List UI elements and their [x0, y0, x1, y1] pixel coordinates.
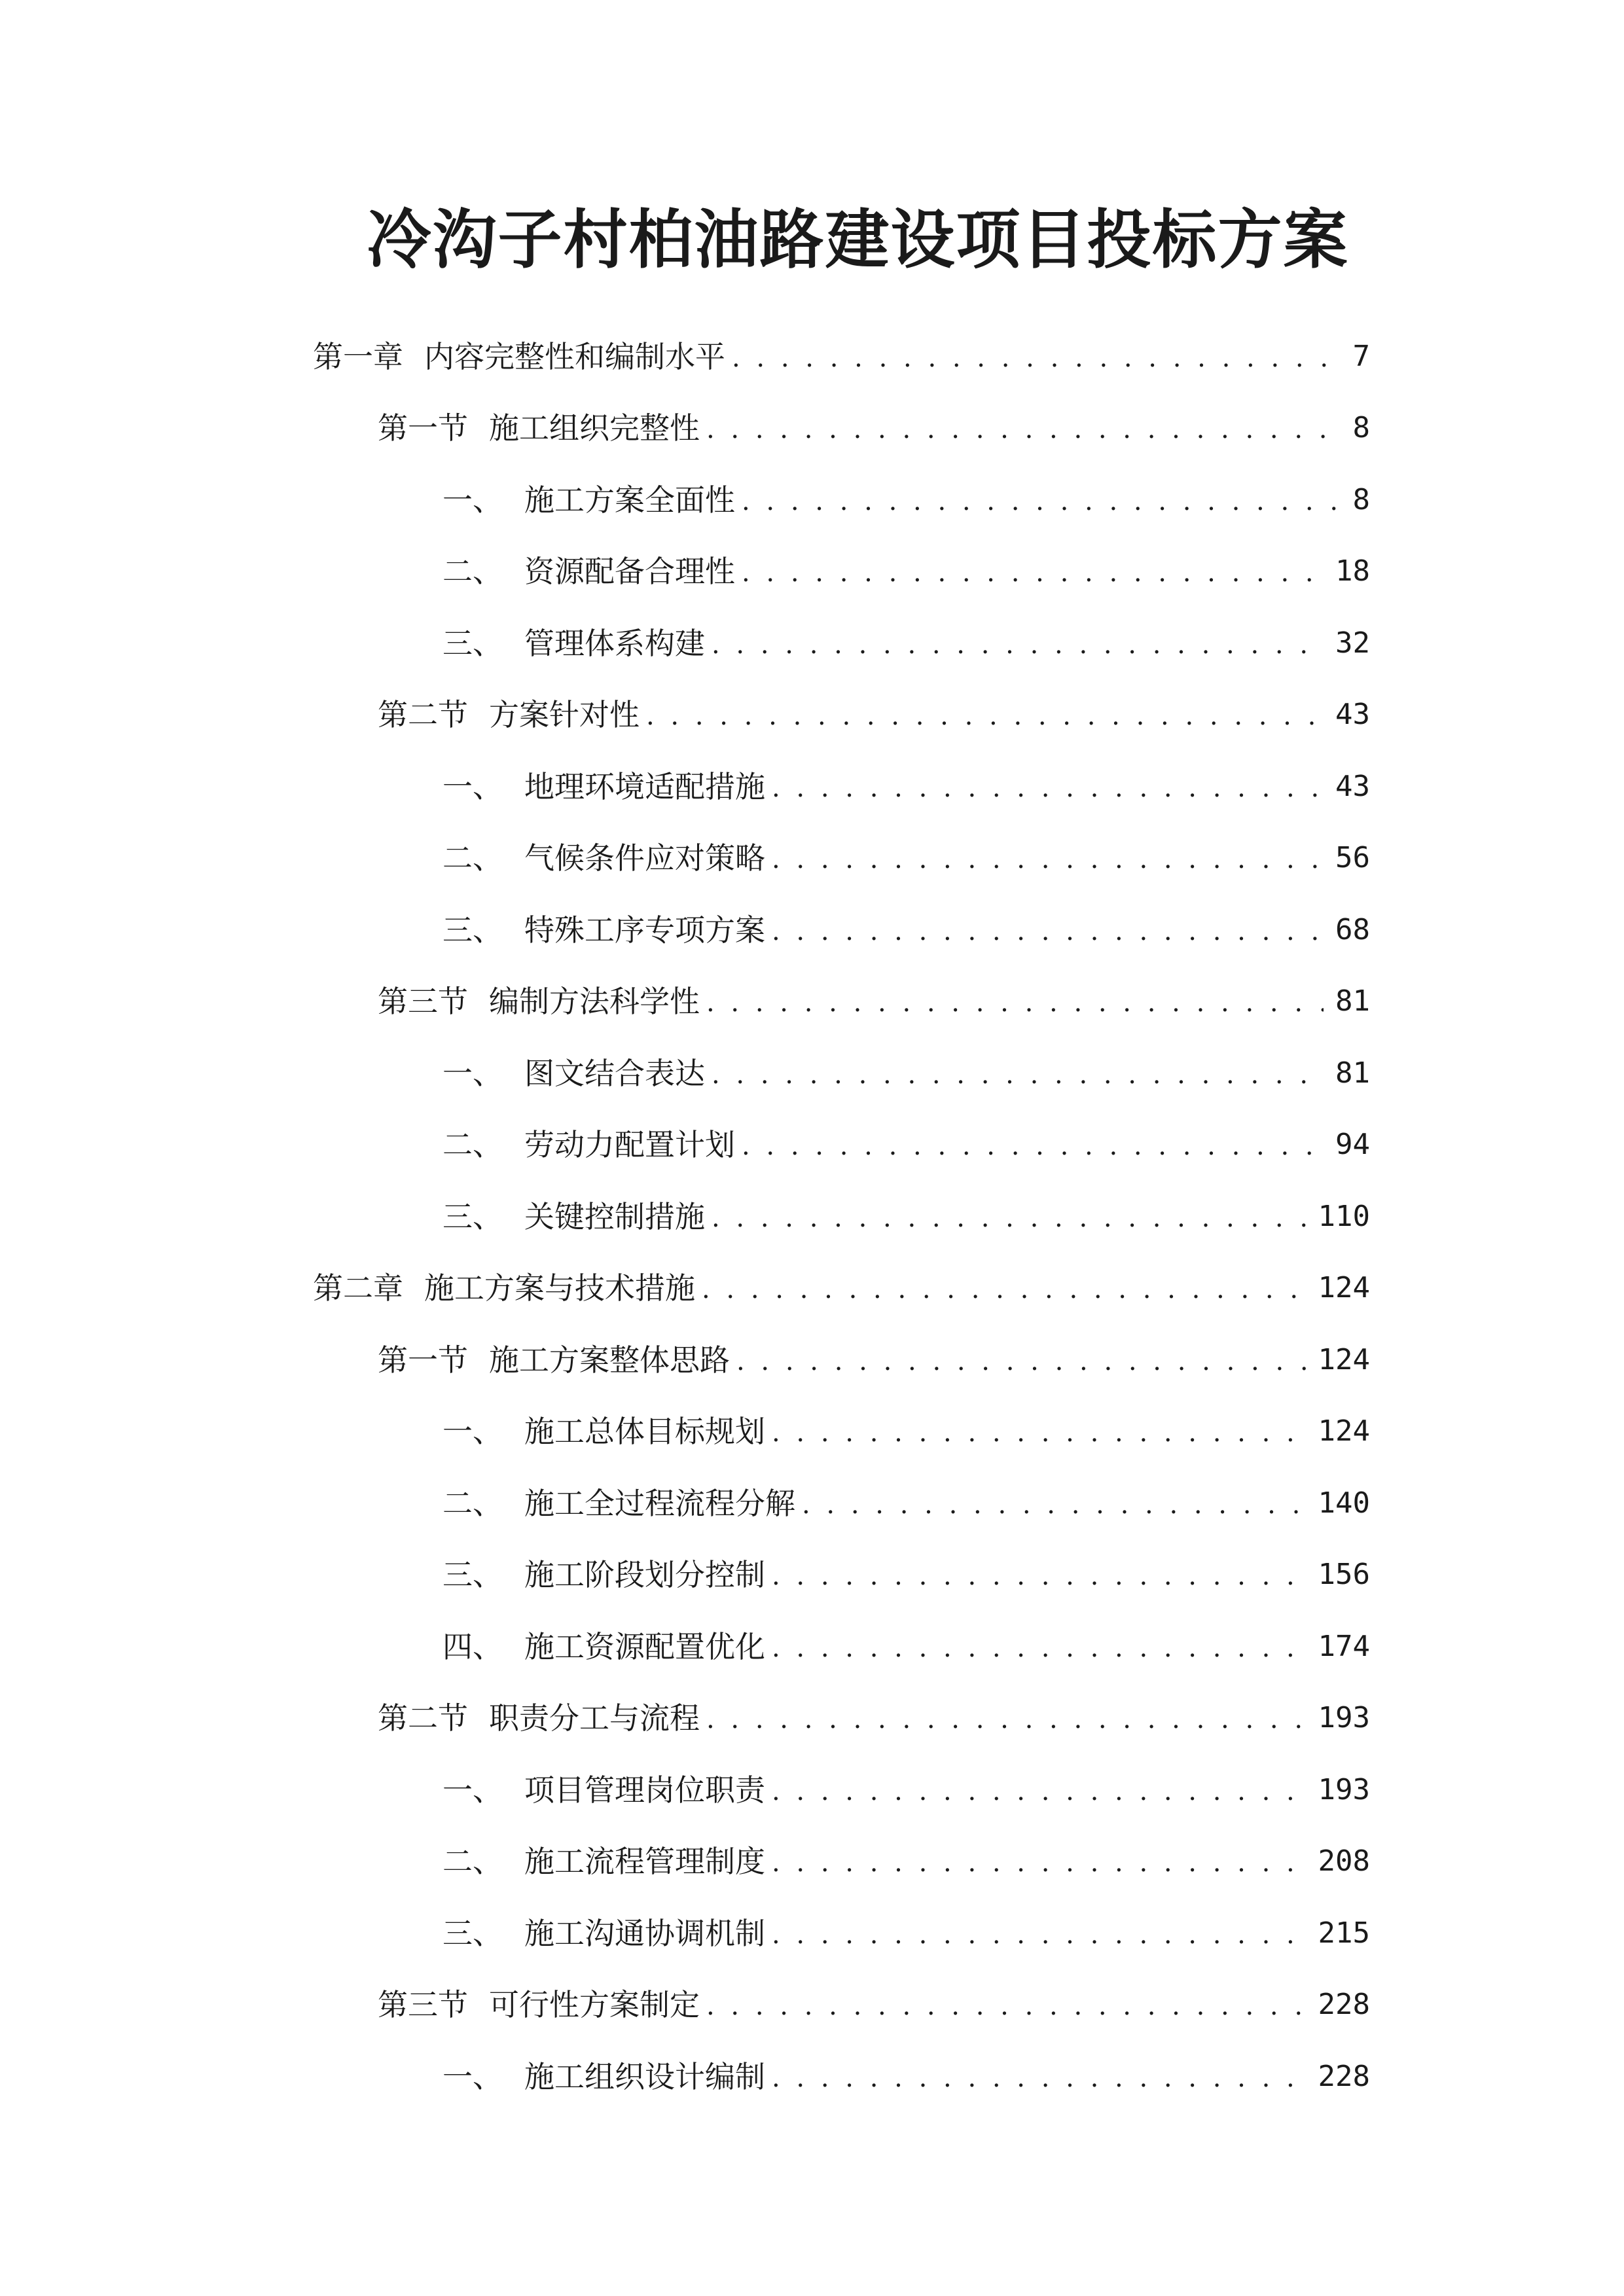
toc-entry-page: 193: [1318, 1701, 1370, 1735]
toc-entry-number: 一、: [442, 768, 503, 804]
toc-entry[interactable]: [0, 1109, 1624, 1181]
toc-entry[interactable]: [0, 1324, 1624, 1396]
toc-entry-title: 特殊工序专项方案: [524, 912, 765, 948]
toc-entry[interactable]: [0, 1253, 1624, 1325]
toc-entry-title: 施工流程管理制度: [524, 1844, 765, 1880]
toc-entry-number: 第二节: [378, 1700, 468, 1736]
toc-entry-title: 劳动力配置计划: [524, 1127, 735, 1163]
dot-leader: [772, 1561, 1307, 1591]
toc-entry-title: 管理体系构建: [524, 625, 705, 661]
toc-entry-page: 43: [1335, 769, 1370, 803]
toc-entry-number: 第三节: [378, 1987, 468, 2023]
toc-entry[interactable]: [0, 1181, 1624, 1253]
toc-entry[interactable]: [0, 823, 1624, 895]
toc-entry-page: 81: [1335, 984, 1370, 1018]
dot-leader: [772, 1776, 1307, 1806]
document-title: 冷沟子村柏油路建设项目投标方案: [367, 202, 1349, 278]
toc-entry[interactable]: [0, 393, 1624, 465]
toc-entry[interactable]: [0, 679, 1624, 751]
dot-leader: [706, 1704, 1307, 1734]
toc-entry-number: 三、: [442, 1557, 503, 1593]
toc-entry[interactable]: [0, 1969, 1624, 2041]
toc-entry-page: 8: [1352, 482, 1370, 516]
dot-leader: [742, 558, 1324, 588]
toc-entry-title: 编制方法科学性: [489, 984, 700, 1020]
toc-entry[interactable]: [0, 464, 1624, 536]
toc-entry[interactable]: [0, 966, 1624, 1038]
toc-entry-page: 68: [1335, 912, 1370, 946]
dot-leader: [772, 773, 1324, 803]
toc-entry-page: 8: [1352, 411, 1370, 445]
dot-leader: [802, 1490, 1307, 1520]
toc-entry-title: 施工阶段划分控制: [524, 1557, 765, 1593]
dot-leader: [712, 1203, 1307, 1233]
toc-entry[interactable]: [0, 1467, 1624, 1539]
toc-entry-title: 施工全过程流程分解: [524, 1485, 795, 1521]
toc-entry-title: 施工方案全面性: [524, 482, 735, 518]
toc-entry-number: 第一节: [378, 410, 468, 446]
dot-leader: [772, 844, 1324, 874]
toc-entry-title: 施工资源配置优化: [524, 1628, 765, 1664]
dot-leader: [772, 1418, 1307, 1448]
dot-leader: [742, 1131, 1324, 1161]
toc-entry-number: 第一章: [313, 338, 403, 374]
toc-entry-number: 三、: [442, 625, 503, 661]
toc-entry[interactable]: [0, 751, 1624, 823]
toc-entry-title: 资源配备合理性: [524, 554, 735, 590]
toc-entry-title: 职责分工与流程: [489, 1700, 700, 1736]
dot-leader: [772, 1920, 1307, 1950]
toc-entry-page: 7: [1352, 339, 1370, 373]
toc-entry-title: 图文结合表达: [524, 1055, 705, 1091]
toc-entry[interactable]: [0, 607, 1624, 679]
toc-entry-page: 156: [1318, 1558, 1370, 1592]
toc-entry[interactable]: [0, 2041, 1624, 2113]
dot-leader: [772, 1848, 1307, 1878]
toc-entry-number: 三、: [442, 1915, 503, 1951]
dot-leader: [646, 701, 1324, 731]
toc-entry-title: 施工方案与技术措施: [424, 1270, 695, 1306]
toc-entry-page: 228: [1318, 2059, 1370, 2093]
toc-entry-number: 四、: [442, 1628, 503, 1664]
toc-entry[interactable]: [0, 1539, 1624, 1611]
dot-leader: [702, 1274, 1307, 1304]
toc-entry-number: 三、: [442, 912, 503, 948]
toc-entry-title: 施工沟通协调机制: [524, 1915, 765, 1951]
toc-entry-number: 一、: [442, 1414, 503, 1450]
toc-entry-number: 一、: [442, 1772, 503, 1808]
toc-entry-number: 一、: [442, 482, 503, 518]
toc-entry-number: 二、: [442, 1127, 503, 1163]
dot-leader: [706, 988, 1324, 1018]
toc-entry-number: 一、: [442, 2058, 503, 2094]
toc-entry-page: 81: [1335, 1056, 1370, 1090]
toc-entry[interactable]: [0, 894, 1624, 966]
toc-entry-page: 124: [1318, 1342, 1370, 1376]
toc-entry-number: 第一节: [378, 1342, 468, 1378]
toc-entry-title: 项目管理岗位职责: [524, 1772, 765, 1808]
toc-entry-page: 215: [1318, 1916, 1370, 1950]
toc-entry-page: 18: [1335, 554, 1370, 588]
toc-entry-title: 地理环境适配措施: [524, 768, 765, 804]
toc-entry[interactable]: [0, 321, 1624, 393]
toc-entry-page: 124: [1318, 1414, 1370, 1448]
toc-entry-title: 施工方案整体思路: [489, 1342, 730, 1378]
toc-entry[interactable]: [0, 1683, 1624, 1755]
toc-entry-number: 第二节: [378, 697, 468, 733]
toc-entry-number: 三、: [442, 1198, 503, 1234]
toc-entry-title: 内容完整性和编制水平: [424, 338, 725, 374]
toc-entry-title: 方案针对性: [489, 697, 640, 733]
dot-leader: [772, 1633, 1307, 1663]
toc-entry-title: 关键控制措施: [524, 1198, 705, 1234]
dot-leader: [732, 343, 1341, 373]
toc-entry-page: 140: [1318, 1486, 1370, 1520]
toc-entry[interactable]: [0, 1897, 1624, 1969]
dot-leader: [742, 486, 1341, 516]
toc-entry-page: 32: [1335, 626, 1370, 660]
toc-entry-number: 二、: [442, 1485, 503, 1521]
toc-entry[interactable]: [0, 1037, 1624, 1109]
toc-entry-page: 208: [1318, 1844, 1370, 1878]
toc-entry[interactable]: [0, 1826, 1624, 1898]
toc-entry-number: 第二章: [313, 1270, 403, 1306]
toc-entry-title: 可行性方案制定: [489, 1987, 700, 2023]
dot-leader: [706, 414, 1341, 444]
toc-entry[interactable]: [0, 1611, 1624, 1683]
toc-entry-page: 193: [1318, 1772, 1370, 1806]
toc-entry-number: 第三节: [378, 984, 468, 1020]
dot-leader: [772, 916, 1324, 946]
toc-entry-page: 43: [1335, 698, 1370, 732]
toc-entry-title: 施工总体目标规划: [524, 1414, 765, 1450]
toc-entry-title: 施工组织完整性: [489, 410, 700, 446]
toc-entry-page: 174: [1318, 1629, 1370, 1663]
table-of-contents: [0, 321, 1624, 2113]
toc-entry-page: 110: [1318, 1199, 1370, 1233]
dot-leader: [712, 630, 1324, 660]
toc-entry-number: 一、: [442, 1055, 503, 1091]
toc-entry-title: 施工组织设计编制: [524, 2058, 765, 2094]
toc-entry-number: 二、: [442, 1844, 503, 1880]
dot-leader: [772, 2063, 1307, 2093]
toc-entry[interactable]: [0, 536, 1624, 608]
toc-entry-page: 124: [1318, 1271, 1370, 1305]
dot-leader: [712, 1060, 1324, 1090]
dot-leader: [706, 1991, 1307, 2021]
toc-entry[interactable]: [0, 1396, 1624, 1468]
toc-entry-title: 气候条件应对策略: [524, 840, 765, 876]
toc-entry-page: 94: [1335, 1128, 1370, 1162]
toc-entry-number: 二、: [442, 840, 503, 876]
toc-entry-page: 228: [1318, 1988, 1370, 2022]
toc-entry-page: 56: [1335, 841, 1370, 875]
dot-leader: [736, 1346, 1307, 1376]
toc-entry[interactable]: [0, 1754, 1624, 1826]
toc-entry-number: 二、: [442, 554, 503, 590]
